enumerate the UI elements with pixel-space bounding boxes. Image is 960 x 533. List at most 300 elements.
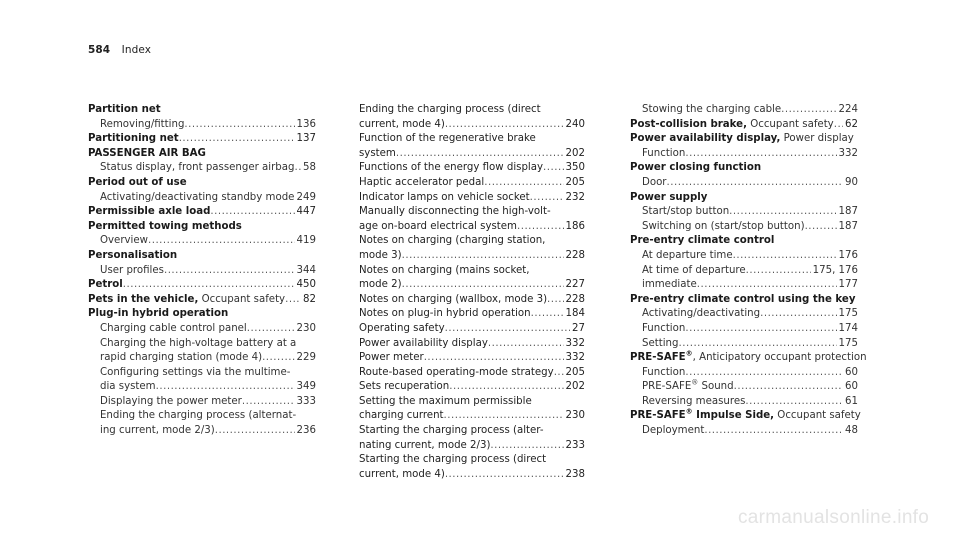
entry-row — [88, 278, 316, 293]
entry-title-line — [88, 147, 316, 162]
entry-label — [359, 337, 488, 352]
entry-label-line: Starting the charging process (direct — [359, 454, 547, 466]
entry-label — [642, 337, 678, 352]
entry-label-text: Function — [642, 147, 686, 159]
page-ref: 136 — [296, 118, 316, 130]
entry-label — [642, 249, 733, 264]
entry-row — [630, 176, 858, 191]
leader-dots — [247, 322, 295, 337]
entry-label — [642, 322, 685, 337]
leader-dots — [484, 176, 563, 191]
entry-label — [642, 278, 697, 293]
page-ref: 230 — [296, 322, 316, 334]
page-ref: 137 — [296, 133, 316, 145]
page-ref: 450 — [296, 279, 316, 291]
leader-dots — [156, 380, 295, 395]
page-ref: 176 — [838, 249, 858, 261]
index-entry — [630, 349, 867, 409]
entry-title-suffix: Occupant safety — [198, 293, 286, 305]
entry-row — [88, 351, 316, 366]
entry-label-text: immediate — [642, 279, 697, 291]
entry-label-text: At departure time — [642, 249, 733, 261]
index-entry — [359, 351, 585, 366]
index-entry — [88, 307, 316, 438]
entry-label-text: Activating/deactivating standby mode — [100, 191, 295, 203]
leader-dots — [760, 307, 836, 322]
leader-dots — [445, 468, 564, 483]
index-entry — [88, 278, 316, 293]
leader-dots — [530, 191, 564, 206]
entry-label: mode 3) — [359, 249, 402, 261]
index-entry — [88, 220, 316, 249]
entry-label-text: Power meter — [359, 352, 424, 364]
leader-dots — [444, 409, 564, 424]
entry-label — [642, 264, 746, 279]
page-ref: 447 — [296, 206, 316, 218]
page-ref: 350 — [565, 162, 585, 174]
leader-dots — [488, 337, 564, 352]
entry-label — [359, 366, 554, 381]
index-entry — [359, 293, 585, 308]
leader-dots — [184, 118, 294, 133]
leader-dots — [667, 176, 844, 191]
entry-label: nating current, mode 2/3) — [359, 439, 491, 451]
page-ref: 230 — [565, 410, 585, 422]
page-ref: 205 — [565, 176, 585, 188]
entry-title-line — [630, 349, 867, 366]
entry-label-text: Start/stop button — [642, 206, 730, 218]
index-column-2 — [359, 103, 585, 482]
entry-row — [630, 424, 858, 439]
entry-title-line — [630, 408, 861, 424]
entry-row — [359, 118, 585, 133]
index-entry — [630, 118, 858, 133]
leader-dots — [704, 424, 843, 439]
entry-title-line — [88, 249, 316, 264]
entry-title: Power availability display, — [630, 133, 781, 145]
entry-row — [88, 424, 316, 439]
entry-label — [100, 234, 148, 249]
entry-row — [630, 322, 858, 337]
page-ref: 344 — [296, 264, 316, 276]
page-ref: 175 — [838, 337, 858, 349]
entry-row — [359, 322, 585, 337]
registered-mark: ® — [691, 378, 699, 387]
entry-label-text: Function — [642, 366, 686, 378]
entry-row — [359, 176, 585, 191]
entry-label-text: Indicator lamps on vehicle socket — [359, 191, 530, 203]
page-ref: 61 — [845, 395, 858, 407]
entry-label — [359, 307, 531, 322]
entry-label — [359, 380, 449, 395]
leader-dots — [678, 337, 836, 352]
index-entry — [359, 366, 585, 381]
entry-row — [359, 278, 585, 293]
entry-label — [100, 264, 164, 279]
page-ref: 90 — [845, 176, 858, 188]
entry-title: Post-collision brake, — [630, 118, 747, 130]
registered-mark: ® — [685, 408, 693, 417]
index-entry — [88, 132, 316, 147]
entry-label-rest: Sound — [698, 381, 734, 393]
entry-label — [642, 307, 760, 322]
entry-title-line — [630, 132, 858, 147]
entry-title-rest: Impulse Side, — [692, 410, 775, 422]
entry-title: PRE-SAFE — [630, 410, 686, 422]
leader-dots — [242, 395, 295, 410]
page-ref: 332 — [565, 337, 585, 349]
entry-row — [88, 118, 316, 133]
entry-label-text: User profiles — [100, 264, 164, 276]
index-entry — [88, 249, 316, 278]
page-ref: 229 — [296, 352, 316, 364]
page-ref: 205 — [565, 366, 585, 378]
entry-row — [359, 191, 585, 206]
entry-label — [359, 322, 445, 337]
entry-row — [88, 322, 316, 337]
entry-row — [359, 468, 585, 483]
section-title: Index — [121, 44, 152, 56]
index-entry — [630, 234, 858, 292]
entry-label-text: Notes on charging (wallbox, mode 3) — [359, 293, 548, 305]
page-ref: 175 — [838, 308, 858, 320]
index-entry — [359, 191, 585, 206]
page-ref: 62 — [845, 118, 858, 130]
index-entry — [630, 103, 858, 118]
entry-row — [359, 366, 585, 381]
leader-dots — [490, 439, 563, 454]
entry-label: rapid charging station (mode 4) — [100, 352, 263, 364]
index-entry — [88, 147, 316, 176]
leader-dots — [164, 264, 295, 279]
page-ref: 82 — [303, 293, 316, 305]
page-ref: 187 — [838, 206, 858, 218]
entry-row — [359, 293, 585, 308]
leader-dots — [285, 293, 301, 308]
page-ref: 333 — [296, 395, 316, 407]
entry-label-line: Function of the regenerative brake — [359, 133, 536, 145]
page-ref: 175, 176 — [812, 264, 858, 276]
entry-row — [88, 380, 316, 395]
entry-label — [642, 147, 685, 162]
entry-label: mode 2) — [359, 279, 402, 291]
page-ref: 202 — [565, 147, 585, 159]
page-ref: 332 — [565, 352, 585, 364]
index-entry — [359, 453, 585, 482]
page-ref: 238 — [565, 468, 585, 480]
entry-title-line — [630, 191, 858, 206]
entry-label-text: Displaying the power meter — [100, 395, 242, 407]
entry-label — [630, 118, 834, 133]
index-entry — [88, 293, 316, 308]
entry-title-line — [630, 234, 858, 249]
page-ref: 184 — [565, 308, 585, 320]
entry-label: age on-board electrical system — [359, 220, 517, 232]
entry-label-line: Setting the maximum permissible — [359, 395, 532, 407]
entry-label-text: Setting — [642, 337, 679, 349]
entry-title-suffix: Occupant safety — [774, 410, 861, 422]
entry-title-line — [630, 293, 858, 308]
page-ref: 186 — [565, 220, 585, 232]
leader-dots — [685, 366, 843, 381]
entry-title: Partition net — [88, 104, 161, 115]
leader-dots — [531, 307, 564, 322]
entry-label — [100, 161, 294, 176]
index-entry — [359, 103, 585, 132]
page-ref: 419 — [296, 235, 316, 247]
entry-label — [359, 176, 484, 191]
entry-row — [359, 220, 585, 235]
leader-dots — [734, 380, 843, 395]
page-ref: 177 — [838, 279, 858, 291]
entry-title: Permissible axle load — [88, 206, 211, 218]
entry-label-line: Ending the charging process (alternat- — [100, 410, 297, 422]
index-entry — [630, 408, 861, 438]
entry-label — [642, 220, 805, 235]
entry-row — [359, 249, 585, 264]
page-ref: 27 — [572, 322, 585, 334]
leader-dots — [262, 351, 294, 366]
entry-label — [642, 395, 745, 410]
page-ref: 227 — [565, 279, 585, 291]
leader-dots — [517, 220, 564, 235]
entry-title: Power closing function — [630, 162, 762, 174]
entry-title-suffix: Occupant safety — [746, 118, 834, 130]
leader-dots — [396, 147, 564, 162]
page-ref: 60 — [845, 381, 858, 393]
leader-dots — [123, 278, 295, 293]
entry-label-text: Activating/deactivating — [642, 308, 761, 320]
leader-dots — [179, 132, 295, 147]
entry-title: Period out of use — [88, 176, 187, 188]
entry-row — [630, 395, 858, 410]
index-entry — [359, 322, 585, 337]
leader-dots — [449, 380, 563, 395]
page-ref: 58 — [303, 162, 316, 174]
index-entry — [359, 161, 585, 176]
entry-row — [630, 380, 858, 395]
page-ref: 228 — [565, 293, 585, 305]
entry-row — [88, 264, 316, 279]
index-entry — [359, 264, 585, 293]
entry-label: dia system — [100, 381, 156, 393]
page-ref: 60 — [845, 366, 858, 378]
entry-label — [642, 380, 734, 395]
page-number: 584 — [88, 44, 111, 56]
entry-title-line — [88, 103, 316, 118]
entry-title-line — [88, 220, 316, 235]
leader-dots — [424, 351, 564, 366]
entry-label-line: Configuring settings via the multime- — [100, 366, 291, 378]
leader-dots — [733, 249, 837, 264]
leader-dots — [543, 161, 564, 176]
entry-label — [642, 103, 781, 118]
index-entry — [359, 176, 585, 191]
entry-label-text: Door — [642, 176, 667, 188]
page-ref: 249 — [296, 191, 316, 203]
entry-label-text: Operating safety — [359, 322, 445, 334]
leader-dots — [554, 366, 564, 381]
page-ref: 48 — [845, 425, 858, 437]
entry-label-text: At time of departure — [642, 264, 746, 276]
entry-title: Pets in the vehicle, — [88, 293, 199, 305]
page-ref: 232 — [565, 191, 585, 203]
entry-row — [359, 337, 585, 352]
page-ref: 240 — [565, 118, 585, 130]
entry-row — [88, 161, 316, 176]
leader-dots — [729, 205, 836, 220]
entry-title: Pre-entry climate control — [630, 235, 775, 247]
leader-dots — [697, 278, 837, 293]
entry-label-text: Reversing measures — [642, 395, 746, 407]
entry-label-text: Function — [642, 322, 686, 334]
index-entry — [359, 395, 585, 424]
entry-title: Permitted towing methods — [88, 220, 242, 232]
entry-title-suffix: Power display — [780, 133, 854, 145]
entry-label-text: PRE-SAFE — [642, 381, 692, 393]
entry-label-text: Switching on (start/stop button) — [642, 220, 805, 232]
entry-label — [100, 191, 294, 206]
entry-label — [642, 176, 667, 191]
entry-label: current, mode 4) — [359, 118, 445, 130]
entry-label — [359, 161, 543, 176]
entry-label-text: Route-based operating-mode strategy — [359, 366, 554, 378]
entry-row — [630, 337, 858, 352]
entry-title: Power supply — [630, 191, 708, 203]
leader-dots — [402, 278, 564, 293]
entry-title: Petrol — [88, 279, 123, 291]
leader-dots — [746, 264, 811, 279]
entry-row — [88, 205, 316, 220]
watermark: carmanualsonline.info — [738, 507, 930, 528]
index-entry — [88, 103, 316, 132]
page-ref: 174 — [838, 322, 858, 334]
entry-title: PRE-SAFE — [630, 352, 686, 364]
entry-title: Partitioning net — [88, 133, 179, 145]
entry-title: Personalisation — [88, 249, 178, 261]
index-entry — [359, 132, 585, 161]
entry-row — [359, 409, 585, 424]
entry-label: charging current — [359, 410, 444, 422]
entry-label-text: Functions of the energy flow display — [359, 162, 544, 174]
leader-dots — [745, 395, 843, 410]
entry-title: Pre-entry climate control using the key — [630, 293, 856, 305]
leader-dots — [215, 424, 295, 439]
entry-row — [630, 205, 858, 220]
leader-dots — [402, 249, 564, 264]
leader-dots — [445, 322, 570, 337]
entry-label — [642, 205, 729, 220]
leader-dots — [210, 205, 294, 220]
entry-label-text: Status display, front passenger airbag — [100, 162, 295, 174]
entry-label — [359, 293, 547, 308]
leader-dots — [805, 220, 837, 235]
entry-label-text: Sets recuperation — [359, 381, 450, 393]
entry-label: ing current, mode 2/3) — [100, 425, 215, 437]
entry-label-text: Overview — [100, 235, 148, 247]
page-header — [88, 44, 151, 56]
entry-row — [630, 278, 858, 293]
entry-label — [359, 191, 530, 206]
entry-label-text: Power availability display — [359, 337, 488, 349]
leader-dots — [685, 322, 836, 337]
index-entry — [630, 293, 858, 351]
entry-title-line — [88, 307, 316, 322]
page-ref: 224 — [838, 104, 858, 115]
entry-label: system — [359, 147, 396, 159]
index-entry — [88, 176, 316, 205]
entry-label — [642, 424, 704, 439]
index-entry — [359, 234, 585, 263]
entry-title-line — [88, 176, 316, 191]
entry-label-text: Deployment — [642, 425, 705, 437]
leader-dots — [445, 118, 564, 133]
page-ref: 228 — [565, 249, 585, 261]
registered-mark: ® — [685, 349, 693, 358]
page-ref: 332 — [838, 147, 858, 159]
entry-row — [630, 366, 858, 381]
entry-label — [642, 366, 685, 381]
entry-label-line: Notes on charging (mains socket, — [359, 264, 530, 276]
index-entry — [630, 191, 858, 235]
index-entry — [359, 205, 585, 234]
page-ref: 187 — [838, 220, 858, 232]
page-ref: 236 — [296, 425, 316, 437]
entry-label — [100, 118, 184, 133]
entry-label-line: Ending the charging process (direct — [359, 104, 541, 115]
entry-label-line: Starting the charging process (alter- — [359, 425, 544, 437]
entry-label-text: Removing/fitting — [100, 118, 185, 130]
entry-label — [88, 293, 285, 308]
entry-label-text: Stowing the charging cable — [642, 104, 782, 115]
entry-row — [88, 234, 316, 249]
leader-dots — [294, 161, 301, 176]
entry-row — [630, 118, 858, 133]
leader-dots — [685, 147, 836, 162]
page-ref: 233 — [565, 439, 585, 451]
index-entry — [359, 424, 585, 453]
index-entry — [88, 205, 316, 220]
index-entry — [630, 161, 858, 190]
entry-label — [100, 395, 242, 410]
leader-dots — [834, 118, 843, 133]
entry-label-line: Charging the high-voltage battery at a — [100, 337, 297, 349]
index-entry — [359, 307, 585, 322]
entry-title: PASSENGER AIR BAG — [88, 147, 206, 159]
entry-label: current, mode 4) — [359, 468, 445, 480]
entry-row — [630, 307, 858, 322]
leader-dots — [148, 234, 295, 249]
entry-label — [88, 132, 179, 147]
entry-label — [88, 278, 123, 293]
leader-dots — [547, 293, 564, 308]
entry-label — [100, 322, 247, 337]
entry-label — [88, 205, 210, 220]
entry-label — [359, 351, 424, 366]
entry-row — [359, 307, 585, 322]
index-entry — [359, 337, 585, 352]
entry-label-text: Charging cable control panel — [100, 322, 247, 334]
entry-row — [359, 380, 585, 395]
index-column-3 — [630, 103, 867, 439]
entry-label-text: Notes on plug-in hybrid operation — [359, 308, 531, 320]
entry-row — [88, 132, 316, 147]
entry-row — [88, 293, 316, 308]
entry-row — [630, 264, 858, 279]
entry-row — [88, 191, 316, 206]
entry-title: Plug-in hybrid operation — [88, 308, 229, 320]
entry-row — [359, 351, 585, 366]
